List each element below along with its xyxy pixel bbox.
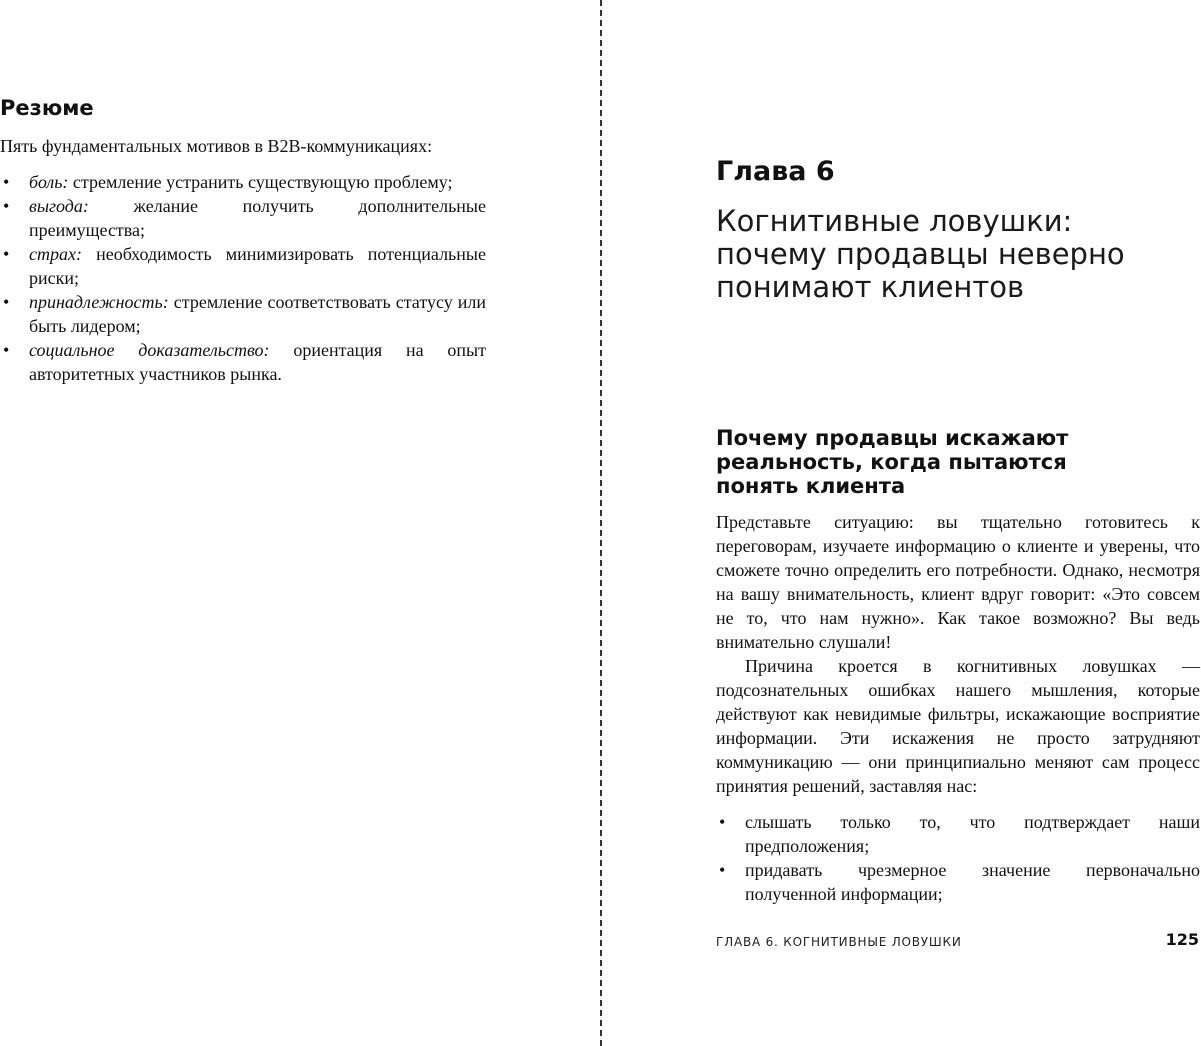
list-item-text: желание получить дополнительные преимущества;	[29, 196, 486, 240]
chapter-number: Глава 6	[716, 156, 835, 187]
list-item	[0, 170, 486, 194]
bullet-icon: •	[719, 812, 726, 832]
list-item-text: придавать чрезмерное значение первоначально полученной информации;	[745, 860, 1200, 904]
list-item-text: необходимость минимизировать потенциальные риски;	[29, 244, 486, 288]
bullet-icon: •	[3, 196, 10, 216]
list-item-text: стремление устранить существующую проблему;	[68, 172, 453, 192]
list-item-text: ориентация на опыт авторитетных участников рынка.	[29, 340, 486, 384]
bullet-icon: •	[3, 292, 10, 312]
list-item	[0, 194, 486, 242]
list-item-text: слышать только то, что подтверждает наши предположения;	[745, 812, 1200, 856]
bullet-icon: •	[3, 340, 10, 360]
list-item-term: страх:	[29, 244, 82, 264]
bullet-icon: •	[3, 244, 10, 264]
left-page	[0, 0, 600, 1046]
traps-list	[716, 810, 1200, 906]
list-item-term: выгода:	[29, 196, 89, 216]
page-number: 125	[1165, 930, 1199, 949]
right-page	[602, 0, 1201, 1046]
summary-heading: Резюме	[0, 96, 94, 120]
list-item	[716, 858, 1200, 906]
list-item-term: принадлежность:	[29, 292, 169, 312]
chapter-title: Когнитивные ловушки: почему продавцы неверно понимают клиентов	[716, 204, 1125, 304]
list-item	[716, 810, 1200, 858]
running-footer: ГЛАВА 6. КОГНИТИВНЫЕ ЛОВУШКИ	[716, 935, 962, 949]
paragraph: Причина кроется в когнитивных ловушках — подсознательных ошибках нашего мышления, которые действуют как невидимые фильтры, искажающие восприятие информации. Эти искажения не просто затрудняют коммуникацию — они принципиально меняют сам процесс принятия решений, заставляя нас:	[716, 656, 1200, 796]
bullet-icon: •	[3, 172, 10, 192]
section-heading: Почему продавцы искажают реальность, когда пытаются понять клиента	[716, 426, 1069, 498]
bullet-icon: •	[719, 860, 726, 880]
list-item	[0, 242, 486, 290]
body-text	[716, 510, 1200, 906]
motives-list	[0, 170, 486, 386]
list-item	[0, 338, 486, 386]
list-item-term: боль:	[29, 172, 69, 192]
list-item-term: социальное доказательство:	[29, 340, 270, 360]
list-item-text: стремление соответствовать статусу или быть лидером;	[29, 292, 486, 336]
summary-intro: Пять фундаментальных мотивов в B2B-коммуникациях:	[0, 136, 433, 156]
paragraph: Представьте ситуацию: вы тщательно готовитесь к переговорам, изучаете информацию о клиенте и уверены, что сможете точно определить его потребности. Однако, несмотря на вашу внимательность, клиент вдруг говорит: «Это совсем не то, что нам нужно». Как такое возможно? Вы ведь внимательно слушали!	[716, 512, 1200, 652]
list-item	[0, 290, 486, 338]
